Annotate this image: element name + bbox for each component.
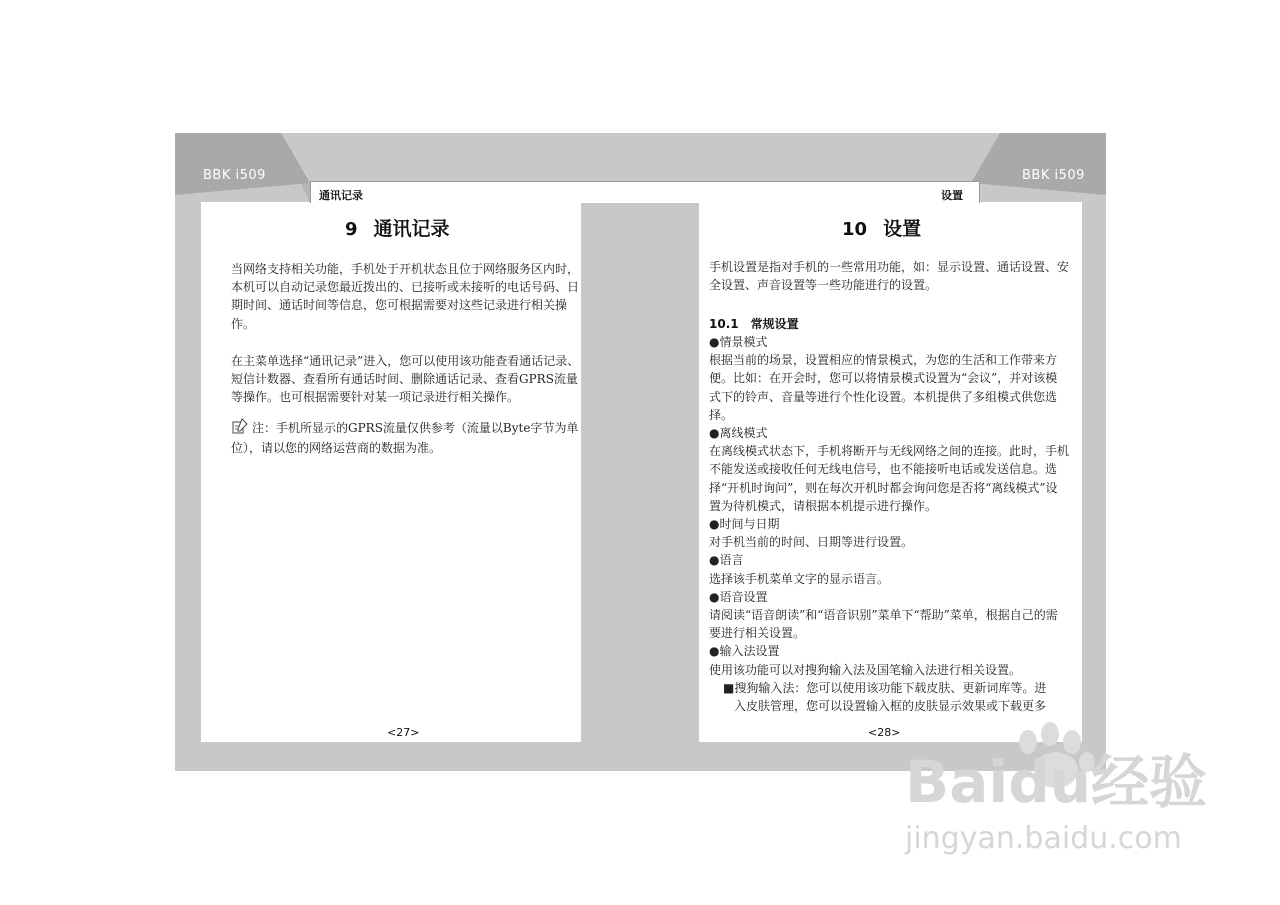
sogou-input-item	[709, 679, 1069, 715]
input-method-title: ●输入法设置	[709, 644, 780, 659]
offline-mode-title: ●离线模式	[709, 426, 768, 441]
brand-label-left: BBK i509	[203, 168, 266, 183]
gprs-note	[231, 418, 581, 457]
sogou-input-line-1: ■搜狗输入法：您可以使用该功能下载皮肤、更新词库等。进	[723, 680, 1047, 695]
watermark-logo-text: Baidu经验	[905, 748, 1208, 816]
time-date-title: ●时间与日期	[709, 517, 780, 532]
language-desc: 选择该手机菜单文字的显示语言。	[709, 571, 890, 586]
baidu-watermark	[900, 720, 1210, 870]
page-number-right: <28>	[868, 726, 901, 739]
chapter-9-heading	[345, 214, 450, 241]
section-tab-left-label: 通讯记录	[319, 189, 363, 202]
section-number: 10.1	[709, 317, 739, 331]
brand-label-right: BBK i509	[1022, 168, 1085, 183]
chapter-10-number: 10	[842, 219, 868, 240]
offline-mode-desc: 在离线模式状态下，手机将断开与无线网络之间的连接。此时，手机不能发送或接收任何无线电信号，也不能接听电话或发送信息。选择“开机时询问”，则在每次开机时都会询问您是否将“离线模式”设置为待机模式，请根据本机提示进行操作。	[709, 444, 1070, 513]
chapter-9-title: 通讯记录	[373, 218, 450, 240]
chapter-9-number: 9	[345, 219, 358, 240]
section-tab-left	[310, 181, 640, 203]
section-10-1-heading	[709, 315, 799, 332]
time-date-desc: 对手机当前的时间、日期等进行设置。	[709, 535, 914, 550]
section-title: 常规设置	[750, 317, 799, 331]
chapter-10-heading	[842, 214, 921, 241]
voice-settings-desc: 请阅读“语音朗读”和“语音识别”菜单下“帮助”菜单，根据自己的需要进行相关设置。	[709, 608, 1058, 641]
input-method-desc: 使用该功能可以对搜狗输入法及国笔输入法进行相关设置。	[709, 662, 1022, 677]
profile-mode-title: ●情景模式	[709, 335, 768, 349]
gprs-note-text: 注：手机所显示的GPRS流量仅供参考（流量以Byte字节为单位），请以您的网络运营商的数据为准。	[231, 421, 579, 456]
section-tab-right-label: 设置	[941, 189, 963, 202]
chapter-10-title: 设置	[883, 218, 922, 240]
settings-list	[709, 333, 1069, 715]
page-number-left: <27>	[387, 726, 420, 739]
sogou-input-line-2: 入皮肤管理，您可以设置输入框的皮肤显示效果或下载更多	[734, 699, 1047, 714]
voice-settings-title: ●语音设置	[709, 589, 768, 604]
settings-intro: 手机设置是指对手机的一些常用功能，如：显示设置、通话设置、安全设置、声音设置等一些功能进行的设置。	[709, 260, 1070, 293]
call-log-paragraph-2: 在主菜单选择“通讯记录”进入，您可以使用该功能查看通话记录、短信计数器、查看所有通话时间、删除通话记录、查看GPRS流量等操作。也可根据需要针对某一项记录进行相关操作。	[231, 354, 580, 405]
profile-mode-desc: 根据当前的场景，设置相应的情景模式，为您的生活和工作带来方便。比如：在开会时，您可以将情景模式设置为“会议”，并对该模式下的铃声、音量等进行个性化设置。本机提供了多组模式供您选择。	[709, 353, 1058, 422]
language-title: ●语言	[709, 553, 744, 568]
call-log-paragraph-1: 当网络支持相关功能，手机处于开机状态且位于网络服务区内时，本机可以自动记录您最近拨出的、已接听或未接听的电话号码、日期时间、通话时间等信息，您可根据需要对这些记录进行相关操作。	[231, 262, 580, 331]
pencil-note-icon	[231, 418, 249, 439]
watermark-url: jingyan.baidu.com	[905, 821, 1182, 856]
section-tab-right	[640, 181, 980, 203]
